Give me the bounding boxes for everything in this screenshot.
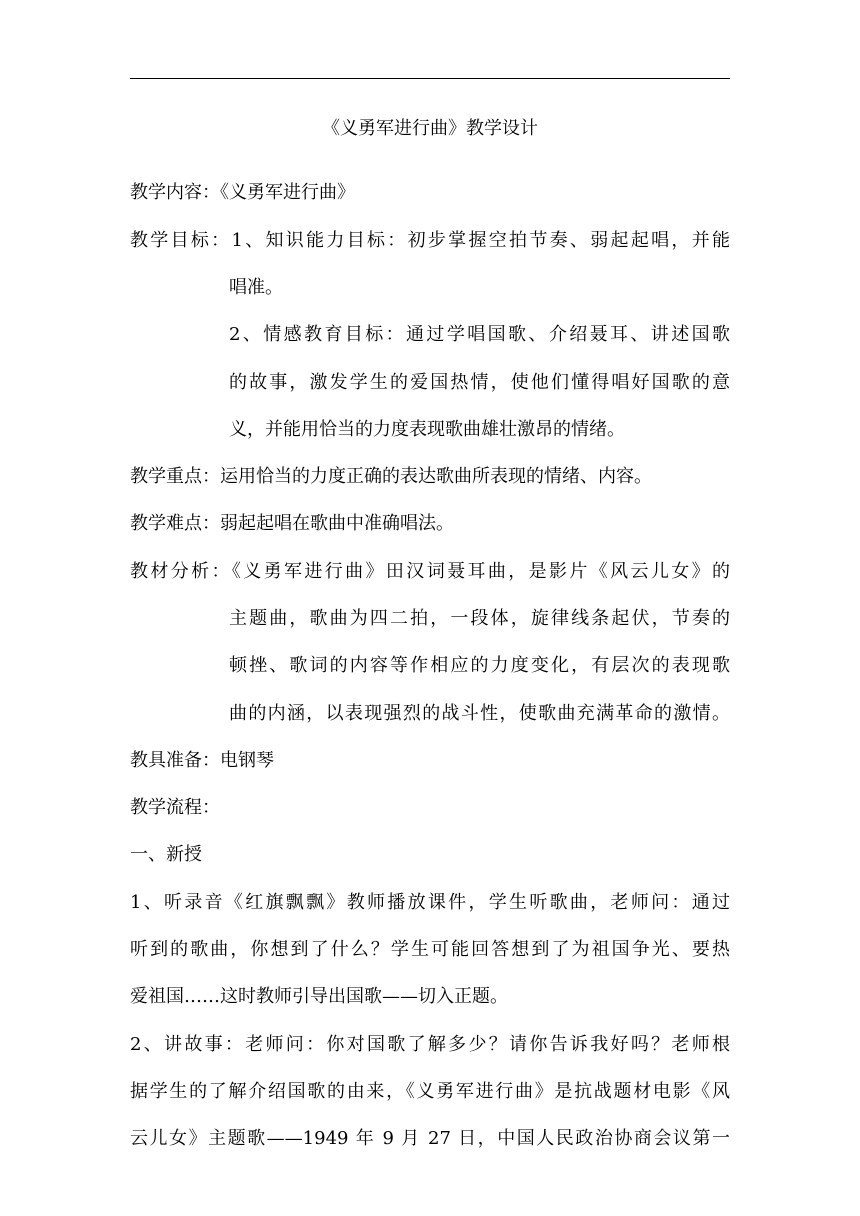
content-line: 义，并能用恰当的力度表现歌曲雄壮激昂的情绪。	[229, 419, 625, 440]
content-line: 一、新授	[130, 844, 202, 865]
content-line: 云儿女》主题歌——1949 年 9 月 27 日，中国人民政治协商会议第一	[130, 1128, 730, 1149]
content-line: 教学流程：	[130, 797, 220, 818]
content-line: 2、情感教育目标：通过学唱国歌、介绍聂耳、讲述国歌	[229, 324, 730, 345]
content-line: 的故事，激发学生的爱国热情，使他们懂得唱好国歌的意	[229, 372, 730, 393]
content-line: 曲的内涵，以表现强烈的战斗性，使歌曲充满革命的激情。	[229, 703, 730, 724]
content-line: 主题曲，歌曲为四二拍，一段体，旋律线条起伏，节奏的	[229, 608, 730, 629]
content-line: 顿挫、歌词的内容等作相应的力度变化，有层次的表现歌	[229, 655, 730, 676]
content-line: 教学内容：《义勇军进行曲》	[130, 182, 355, 203]
content-line: 据学生的了解介绍国歌的由来，《义勇军进行曲》是抗战题材电影《风	[130, 1081, 730, 1102]
header-rule	[130, 78, 730, 79]
content-line: 教具准备：电钢琴	[130, 750, 274, 771]
content-line: 教学重点：运用恰当的力度正确的表达歌曲所表现的情绪、内容。	[130, 466, 652, 487]
content-line: 唱准。	[229, 277, 283, 298]
content-line: 教材分析：《义勇军进行曲》田汉词聂耳曲，是影片《风云儿女》的	[130, 561, 730, 582]
content-line: 听到的歌曲，你想到了什么？学生可能回答想到了为祖国争光、要热	[130, 939, 730, 960]
content-line: 1、听录音《红旗飘飘》教师播放课件，学生听歌曲，老师问：通过	[130, 892, 730, 913]
content-line: 爱祖国……这时教师引导出国歌——切入正题。	[130, 986, 508, 1007]
content-line: 教学目标：1、知识能力目标：初步掌握空拍节奏、弱起起唱，并能	[130, 230, 730, 251]
content-line: 教学难点：弱起起唱在歌曲中准确唱法。	[130, 513, 454, 534]
content-line: 2、讲故事：老师问：你对国歌了解多少？请你告诉我好吗？老师根	[130, 1034, 730, 1055]
document-title: 《义勇军进行曲》教学设计	[322, 118, 538, 139]
